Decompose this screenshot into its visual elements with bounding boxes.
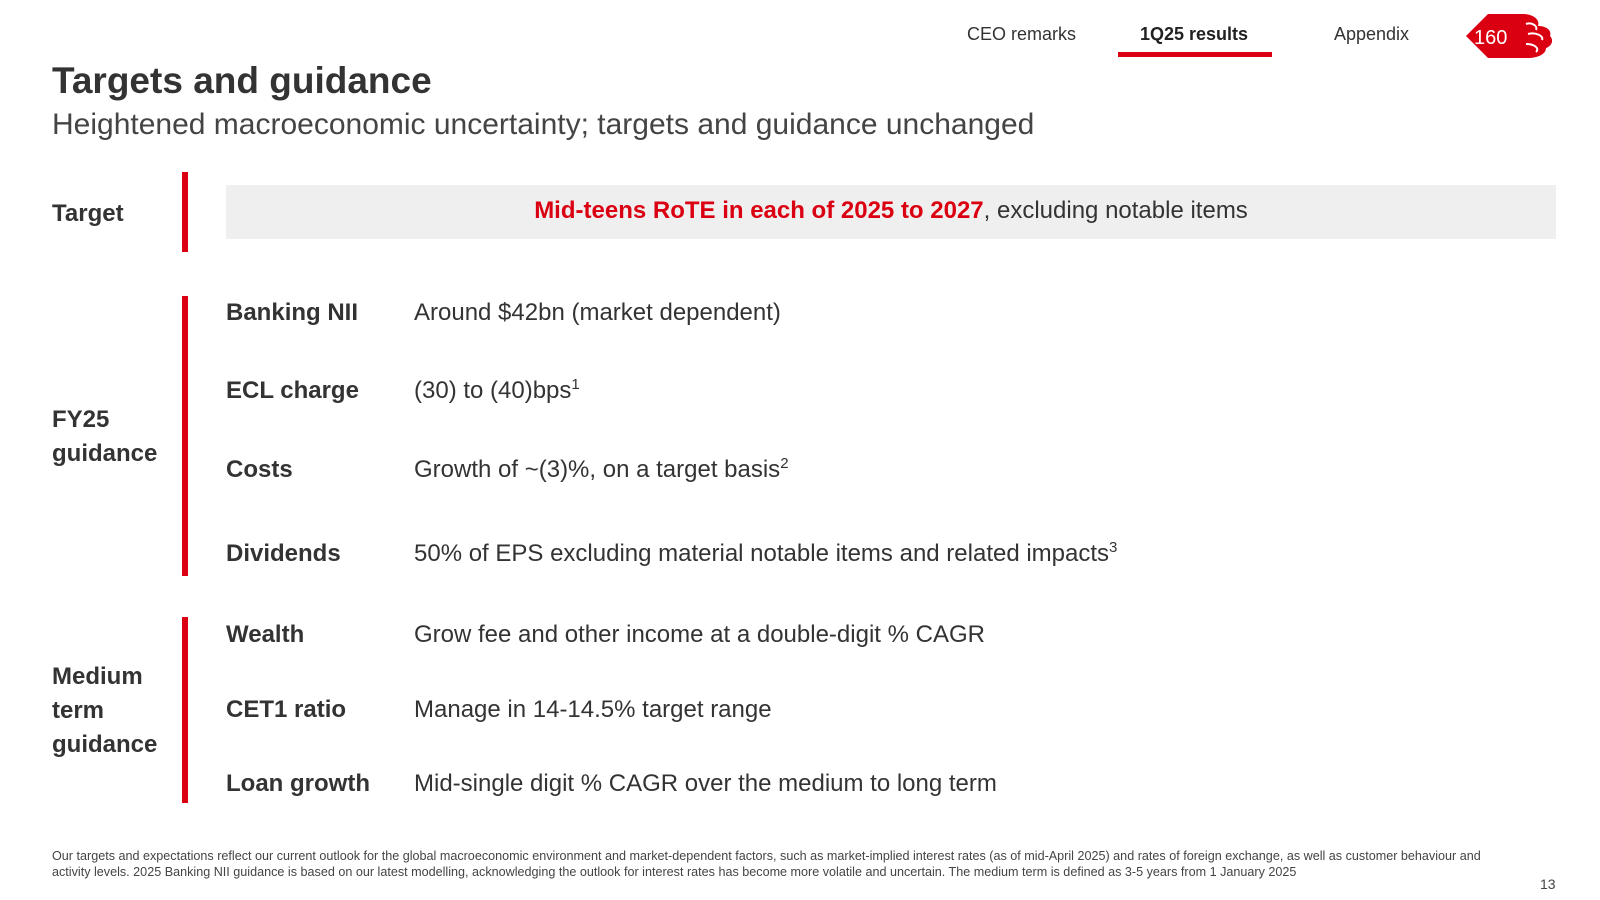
section-label-medium-term [52, 660, 157, 762]
footnote: Our targets and expectations reflect our current outlook for the global macroeconomic environment and market-dependent factors, such as market-implied interest rates (as of mid-April 2025) and rates of foreign exchange, as well as customer behaviour and activity levels. 2025 Banking NII guidance is based on our latest modelling, acknowledging the outlook for interest rates has become more volatile and uncertain. The medium term is defined as 3-5 years from 1 January 2025 [52, 849, 1481, 879]
row-label-loan-growth: Loan growth [226, 770, 370, 797]
page-number: 13 [1540, 876, 1556, 892]
row-label-banking-nii: Banking NII [226, 299, 359, 326]
target-highlight: Mid-teens RoTE in each of 2025 to 2027 [534, 197, 984, 224]
row-value-text: 50% of EPS excluding material notable items and related impacts [414, 540, 1110, 567]
section-label-line: term [52, 697, 105, 724]
section-label-line: Medium [52, 663, 143, 690]
section-label-target: Target [52, 200, 124, 227]
row-label-cet1-ratio: CET1 ratio [226, 696, 347, 723]
row-value-loan-growth: Mid-single digit % CAGR over the medium to long term [414, 770, 997, 797]
active-tab-underline [1118, 52, 1272, 57]
section-divider-target [182, 172, 188, 252]
row-value-costs [414, 456, 789, 484]
row-value-dividends [414, 540, 1117, 568]
footnote-marker: 3 [1109, 539, 1118, 556]
footnote-marker: 1 [571, 376, 580, 393]
target-statement [226, 197, 1556, 225]
row-label-costs: Costs [226, 456, 293, 483]
section-divider-fy25 [182, 296, 188, 576]
row-value-text: Around $42bn (market dependent) [414, 299, 781, 326]
row-value-wealth: Grow fee and other income at a double-digit % CAGR [414, 621, 985, 648]
row-value-banking-nii [414, 299, 781, 327]
section-label-line: FY25 [52, 406, 110, 433]
section-divider-medium-term [182, 617, 188, 803]
row-label-ecl-charge: ECL charge [226, 377, 359, 404]
target-rest: , excluding notable items [983, 197, 1248, 224]
page-title: Targets and guidance [52, 60, 432, 101]
section-label-line: guidance [52, 440, 158, 467]
row-value-text: (30) to (40)bps [414, 377, 572, 404]
row-label-dividends: Dividends [226, 540, 341, 567]
nav-tab-ceo-remarks[interactable]: CEO remarks [967, 24, 1077, 44]
logo-text: 160 [1474, 27, 1508, 49]
nav-tab-1q25-results[interactable]: 1Q25 results [1140, 24, 1249, 44]
row-value-text: Growth of ~(3)%, on a target basis [414, 456, 781, 483]
hsbc-160-logo-icon [1466, 12, 1556, 60]
row-label-wealth: Wealth [226, 621, 305, 648]
row-value-cet1-ratio: Manage in 14-14.5% target range [414, 696, 772, 723]
page-subtitle: Heightened macroeconomic uncertainty; targets and guidance unchanged [52, 108, 1035, 141]
nav-tab-appendix[interactable]: Appendix [1334, 24, 1410, 44]
target-box [226, 185, 1556, 239]
footnote-marker: 2 [780, 455, 789, 472]
section-label-line: guidance [52, 731, 158, 758]
row-value-ecl-charge [414, 377, 580, 405]
section-label-fy25 [52, 403, 157, 471]
